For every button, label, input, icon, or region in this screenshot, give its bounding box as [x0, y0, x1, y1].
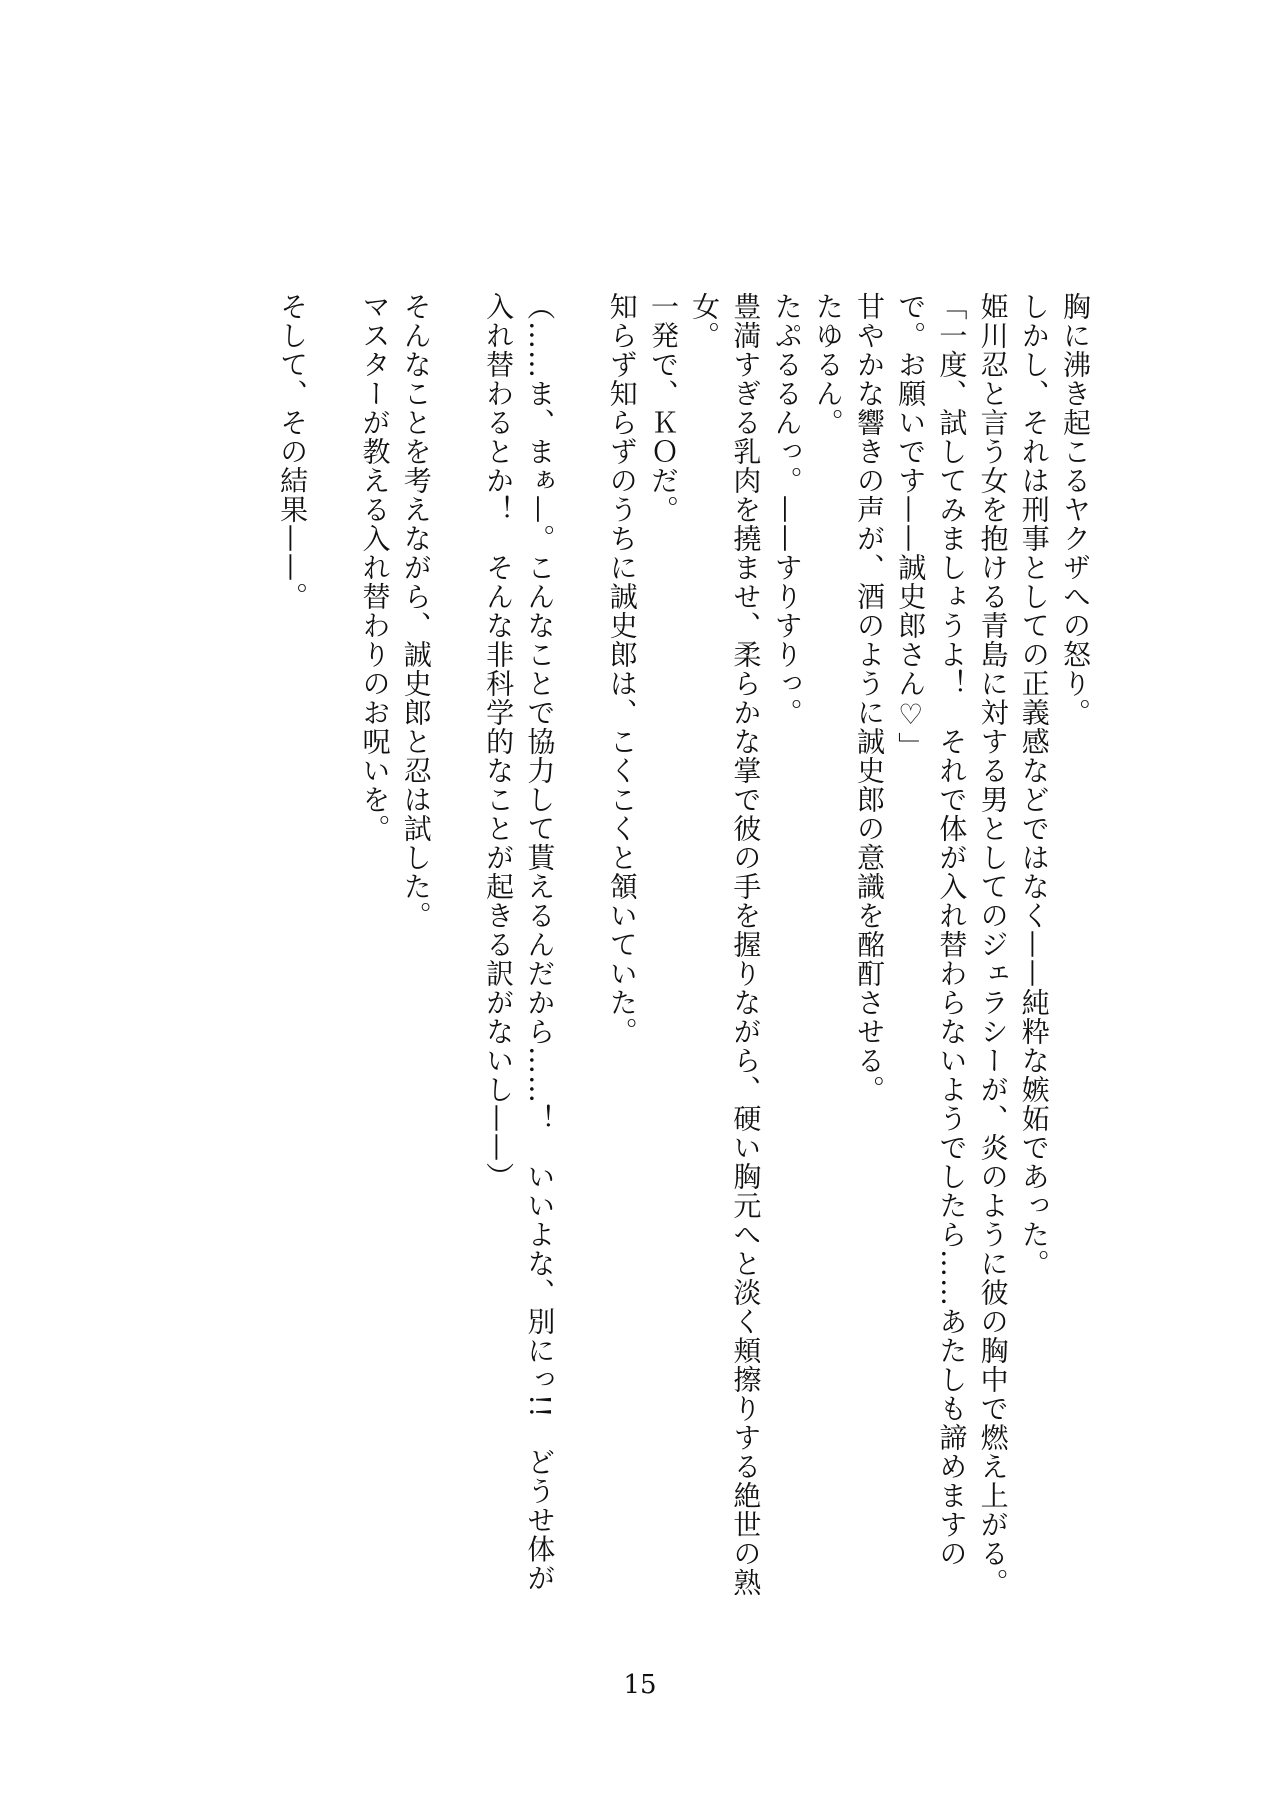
paragraph: マスターが教える入れ替わりのお呪いを。 — [358, 292, 392, 843]
paragraph: 甘やかな響きの声が、酒のように誠史郎の意識を酩酊させる。 — [852, 292, 886, 1104]
paragraph: 胸に沸き起こるヤクザへの怒り。 — [1059, 292, 1092, 727]
blank-line — [560, 292, 601, 1602]
page-number: 15 — [623, 1670, 657, 1700]
paragraph: 姫川忍と言う女を抱ける青島に対する男としてのジェラシーが、炎のように彼の胸中で燃え上がる。 — [976, 292, 1010, 1597]
paragraph: 知らず知らずのうちに誠史郎は、こくこくと頷いていた。 — [605, 292, 639, 1046]
paragraph: そんなことを考えながら、誠史郎と忍は試した。 — [399, 292, 433, 930]
paragraph: 「一度、試してみましょうよ！ それで体が入れ替わらないようでしたら……あたしも諦めますので。お願いです——誠史郎さん♡」 — [894, 292, 969, 1568]
paragraph: 豊満すぎる乳肉を撓ませ、柔らかな掌で彼の手を握りながら、硬い胸元へと淡く頬擦りする絶世の熟女。 — [688, 292, 763, 1597]
paragraph: （……ま、まぁ—。こんなことで協力して貰えるんだから……！ いいよな、別にっ!! どうせ体が入れ替わるとか！ そんな非科学的なことが起きる訳がないし——） — [482, 292, 557, 1593]
blank-line — [437, 292, 478, 1602]
paragraph: そして、その結果——。 — [276, 292, 310, 611]
vertical-text-body — [272, 292, 1096, 1602]
paragraph: たゆるん。 — [811, 292, 845, 437]
blank-line — [313, 292, 354, 1602]
paragraph: しかし、それは刑事としての正義感などではなく——純粋な嫉妬であった。 — [1017, 292, 1051, 1278]
paragraph: 一発で、ＫＯだ。 — [646, 292, 680, 524]
paragraph: たぷるるんっ。——すりすりっ。 — [770, 292, 804, 727]
